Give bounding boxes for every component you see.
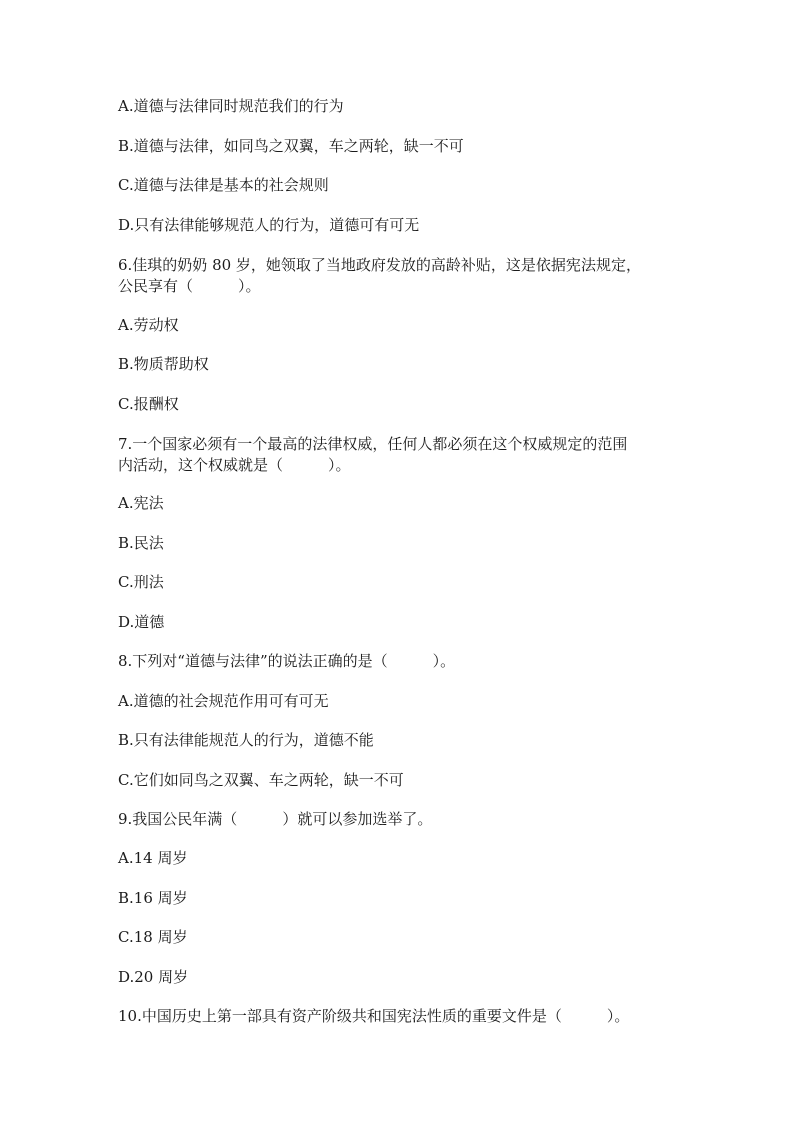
- option-5d: D.只有法律能够规范人的行为，道德可有可无: [118, 216, 420, 234]
- option-7a: A.宪法: [118, 494, 164, 512]
- option-9b: B.16 周岁: [118, 889, 188, 907]
- option-9c: C.18 周岁: [118, 928, 188, 946]
- option-9a: A.14 周岁: [118, 849, 188, 867]
- option-5c: C.道德与法律是基本的社会规则: [118, 176, 329, 194]
- option-6a: A.劳动权: [118, 316, 179, 334]
- option-6c: C.报酬权: [118, 395, 179, 413]
- question-10: 10.中国历史上第一部具有资产阶级共和国宪法性质的重要文件是（ ）。: [118, 1007, 630, 1025]
- option-8c: C.它们如同鸟之双翼、车之两轮，缺一不可: [118, 771, 404, 789]
- question-6-line-2: 公民享有（ ）。: [118, 277, 261, 295]
- option-5a: A.道德与法律同时规范我们的行为: [118, 97, 344, 115]
- option-9d: D.20 周岁: [118, 968, 189, 986]
- question-6-line-1: 6.佳琪的奶奶 80 岁，她领取了当地政府发放的高龄补贴，这是依据宪法规定，: [118, 256, 641, 274]
- option-7d: D.道德: [118, 613, 165, 631]
- question-8: 8.下列对“道德与法律”的说法正确的是（ ）。: [118, 652, 456, 670]
- question-7-line-1: 7.一个国家必须有一个最高的法律权威，任何人都必须在这个权威规定的范围: [118, 435, 628, 453]
- option-6b: B.物质帮助权: [118, 355, 209, 373]
- question-7-line-2: 内活动，这个权威就是（ ）。: [118, 456, 351, 474]
- option-8a: A.道德的社会规范作用可有可无: [118, 692, 329, 710]
- option-7c: C.刑法: [118, 573, 164, 591]
- question-9: 9.我国公民年满（ ）就可以参加选举了。: [118, 810, 433, 828]
- option-8b: B.只有法律能规范人的行为，道德不能: [118, 731, 374, 749]
- option-5b: B.道德与法律，如同鸟之双翼，车之两轮，缺一不可: [118, 137, 464, 155]
- option-7b: B.民法: [118, 534, 164, 552]
